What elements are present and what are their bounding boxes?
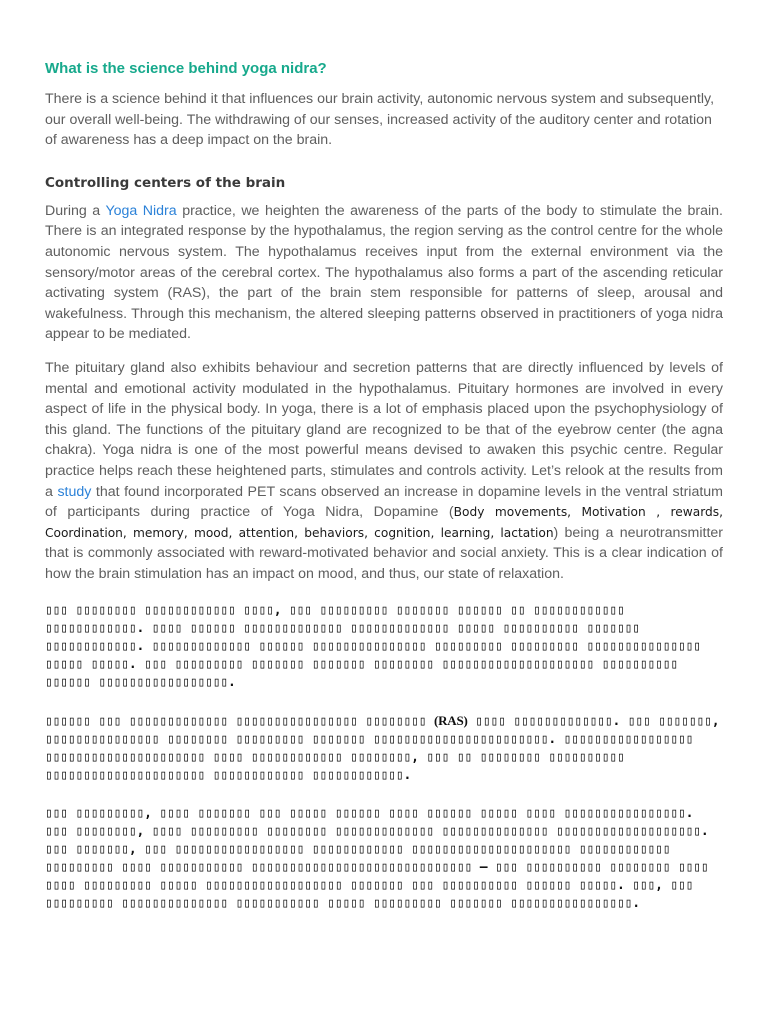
study-link[interactable]: study bbox=[57, 483, 92, 500]
p1-text-after: practice, we heighten the awareness of the parts of the body to stimulate the brain. There is an integrated response by the hypothalamus, the region serving as the control centre for the whole autonomic nervous system. The hypothalamus receives input from the external environment via the sensory/motor areas of the cerebral cortex. The hypothalamus also forms a part of the ascending reticular activating system (RAS), the part of the brain stem responsible for patterns of sleep, arousal and wakefulness. Through this mechanism, the altered sleeping patterns observed in practitioners of yoga nidra appear to be mediated. bbox=[45, 202, 723, 343]
ras-abbreviation: (RAS) bbox=[433, 713, 468, 729]
yoga-nidra-link[interactable]: Yoga Nidra bbox=[105, 202, 177, 219]
p2-text-middle: that found incorporated PET scans observed an increase in dopamine levels in the ventral striatum of participants during practice of Yoga Nidra, Dopamine ( bbox=[45, 483, 723, 521]
hypothalamus-paragraph bbox=[45, 201, 723, 345]
dopamine-functions-list: Body movements, Motivation , rewards, Coordination, memory, mood, attention, behaviors, cognition, learning, lactation bbox=[45, 505, 723, 540]
section-heading: Controlling centers of the brain bbox=[45, 174, 286, 191]
p1-text-before: During a bbox=[45, 202, 106, 219]
tamil-p2-after: ▯▯▯▯ ▯▯▯▯▯▯▯▯▯▯▯▯▯. ▯▯▯ ▯▯▯▯▯▯▯, ▯▯▯▯▯▯▯▯▯▯▯▯▯▯▯ ▯▯▯▯▯▯▯▯ ▯▯▯▯▯▯▯▯▯ ▯▯▯▯▯▯▯ ▯▯▯▯▯▯▯▯▯▯▯▯▯▯▯▯▯▯▯▯▯▯▯. ▯▯▯▯▯▯▯▯▯▯▯▯▯▯▯▯▯ ▯▯▯▯▯▯▯▯▯▯▯▯▯▯▯▯▯▯▯▯▯ ▯▯▯▯ ▯▯▯▯▯▯▯▯▯▯▯▯ ▯▯▯▯▯▯▯▯, ▯▯▯ ▯▯ ▯▯▯▯▯▯▯▯ ▯▯▯▯▯▯▯▯▯▯ ▯▯▯▯▯▯▯▯▯▯▯▯▯▯▯▯▯▯▯▯▯ ▯▯▯▯▯▯▯▯▯▯▯▯ ▯▯▯▯▯▯▯▯▯▯▯▯. bbox=[45, 714, 720, 784]
tamil-paragraph-3: ▯▯▯ ▯▯▯▯▯▯▯▯▯, ▯▯▯▯ ▯▯▯▯▯▯▯ ▯▯▯ ▯▯▯▯▯ ▯▯▯▯▯▯ ▯▯▯▯ ▯▯▯▯▯▯ ▯▯▯▯▯ ▯▯▯▯ ▯▯▯▯▯▯▯▯▯▯▯▯▯▯▯▯. ▯▯▯ ▯▯▯▯▯▯▯▯, ▯▯▯▯ ▯▯▯▯▯▯▯▯▯ ▯▯▯▯▯▯▯▯ ▯▯▯▯▯▯▯▯▯▯▯▯▯ ▯▯▯▯▯▯▯▯▯▯▯▯▯▯ ▯▯▯▯▯▯▯▯▯▯▯▯▯▯▯▯▯▯▯. ▯▯▯ ▯▯▯▯▯▯▯, ▯▯▯ ▯▯▯▯▯▯▯▯▯▯▯▯▯▯▯▯▯ ▯▯▯▯▯▯▯▯▯▯▯▯ ▯▯▯▯▯▯▯▯▯▯▯▯▯▯▯▯▯▯▯▯▯ ▯▯▯▯▯▯▯▯▯▯▯▯ ▯▯▯▯▯▯▯▯▯ ▯▯▯▯ ▯▯▯▯▯▯▯▯▯▯▯ ▯▯▯▯▯▯▯▯▯▯▯▯▯▯▯▯▯▯▯▯▯▯▯▯▯▯▯▯▯ — ▯▯▯ ▯▯▯▯▯▯▯▯▯▯ ▯▯▯▯▯▯▯▯ ▯▯▯▯ ▯▯▯▯ ▯▯▯▯▯▯▯▯▯ ▯▯▯▯▯ ▯▯▯▯▯▯▯▯▯▯▯▯▯▯▯▯▯▯ ▯▯▯▯▯▯▯ ▯▯▯ ▯▯▯▯▯▯▯▯▯▯ ▯▯▯▯▯▯ ▯▯▯▯▯. ▯▯▯, ▯▯▯ ▯▯▯▯▯▯▯▯▯ ▯▯▯▯▯▯▯▯▯▯▯▯▯▯ ▯▯▯▯▯▯▯▯▯▯▯ ▯▯▯▯▯ ▯▯▯▯▯▯▯▯▯ ▯▯▯▯▯▯▯ ▯▯▯▯▯▯▯▯▯▯▯▯▯▯▯▯. bbox=[45, 806, 709, 912]
document-page bbox=[45, 58, 723, 933]
tamil-section bbox=[45, 602, 723, 913]
tamil-paragraph-1: ▯▯▯ ▯▯▯▯▯▯▯▯ ▯▯▯▯▯▯▯▯▯▯▯▯ ▯▯▯▯, ▯▯▯ ▯▯▯▯▯▯▯▯▯ ▯▯▯▯▯▯▯ ▯▯▯▯▯▯ ▯▯ ▯▯▯▯▯▯▯▯▯▯▯▯ ▯▯▯▯▯▯▯▯▯▯▯▯. ▯▯▯▯ ▯▯▯▯▯▯ ▯▯▯▯▯▯▯▯▯▯▯▯▯ ▯▯▯▯▯▯▯▯▯▯▯▯▯ ▯▯▯▯▯ ▯▯▯▯▯▯▯▯▯▯ ▯▯▯▯▯▯▯ ▯▯▯▯▯▯▯▯▯▯▯▯. ▯▯▯▯▯▯▯▯▯▯▯▯▯ ▯▯▯▯▯▯ ▯▯▯▯▯▯▯▯▯▯▯▯▯▯▯ ▯▯▯▯▯▯▯▯▯ ▯▯▯▯▯▯▯▯▯ ▯▯▯▯▯▯▯▯▯▯▯▯▯▯▯ ▯▯▯▯▯ ▯▯▯▯▯. ▯▯▯ ▯▯▯▯▯▯▯▯▯ ▯▯▯▯▯▯▯ ▯▯▯▯▯▯▯ ▯▯▯▯▯▯▯▯ ▯▯▯▯▯▯▯▯▯▯▯▯▯▯▯▯▯▯▯▯ ▯▯▯▯▯▯▯▯▯▯ ▯▯▯▯▯▯ ▯▯▯▯▯▯▯▯▯▯▯▯▯▯▯▯▯. bbox=[45, 603, 701, 691]
intro-paragraph: There is a science behind it that influences our brain activity, autonomic nervous system and subsequently, our overall well-being. The withdrawing of our senses, increased activity of the auditory center and rotation of awareness has a deep impact on the brain. bbox=[45, 91, 715, 149]
tamil-paragraph-2 bbox=[45, 712, 723, 785]
p2-text-before: The pituitary gland also exhibits behaviour and secretion patterns that are directly influenced by levels of mental and emotional activity modulated in the hypothalamus. Pituitary hormones are involved in every aspect of life in the physical body. In yoga, there is a lot of emphasis placed upon the psychophysiology of this gland. The functions of the pituitary gland are recognized to be that of the eyebrow center (the agna chakra). Yoga nidra is one of the most powerful means devised to awaken this psychic centre. Regular practice helps reach these heightened parts, stimulates and controls activity. Let’s relook at the results from a bbox=[45, 359, 723, 500]
pituitary-paragraph bbox=[45, 358, 723, 585]
tamil-p2-before: ▯▯▯▯▯▯ ▯▯▯ ▯▯▯▯▯▯▯▯▯▯▯▯▯ ▯▯▯▯▯▯▯▯▯▯▯▯▯▯▯▯ ▯▯▯▯▯▯▯▯ bbox=[45, 714, 434, 730]
article-title: What is the science behind yoga nidra? bbox=[45, 60, 327, 77]
p2-text-after: ) being a neurotransmitter that is commonly associated with reward-motivated behavior and social anxiety. This is a clear indication of how the brain stimulation has an impact on mood, and thus, our state of relaxation. bbox=[45, 524, 723, 582]
